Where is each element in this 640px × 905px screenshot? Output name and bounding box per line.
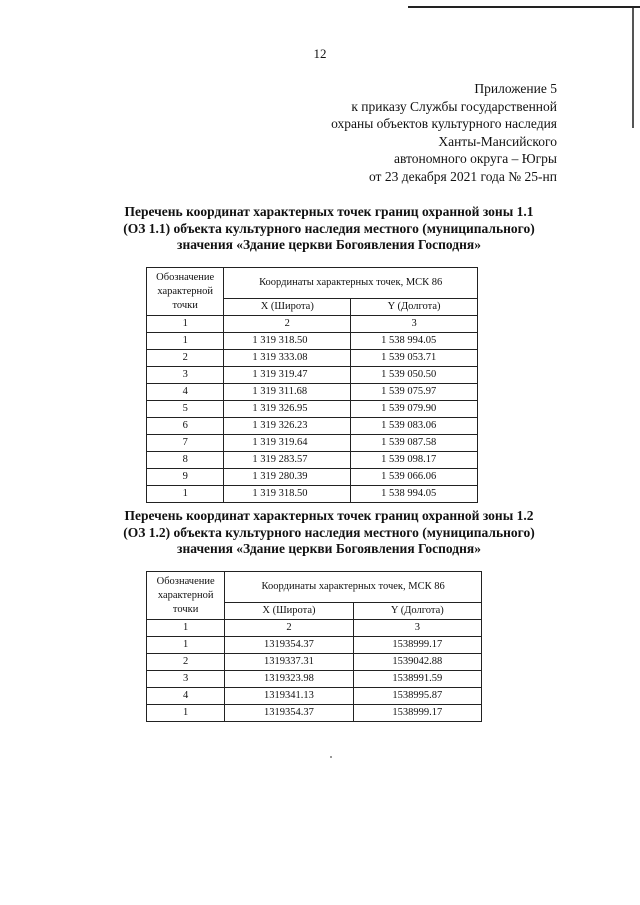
table-cell: 1 [147,316,224,333]
point-id: 4 [147,688,225,705]
title-line: (ОЗ 1.2) объекта культурного наследия местного (муниципального) [123,524,535,540]
point-id: 2 [147,654,225,671]
y-value: 1 538 994.05 [351,333,478,350]
y-value: 1 539 098.17 [351,452,478,469]
x-value: 1 319 318.50 [224,333,351,350]
coords-header-cell: Координаты характерных точек, МСК 86 [224,268,478,299]
y-value: 1538991.59 [353,671,481,688]
x-value: 1 319 333.08 [224,350,351,367]
point-id: 6 [147,418,224,435]
table-cell: 2 [225,620,353,637]
y-value: 1 539 075.97 [351,384,478,401]
page-number: 12 [313,46,327,61]
point-id: 1 [147,486,224,503]
title-line: значения «Здание церкви Богоявления Господня» [177,541,481,556]
y-value: 1538999.17 [353,637,481,654]
point-header-cell [147,268,224,316]
y-value: 1538999.17 [353,705,481,722]
table-row [147,637,482,654]
x-header-cell: X (Широта) [224,299,351,316]
point-id: 4 [147,384,224,401]
table-row [147,333,478,350]
x-value: 1 319 311.68 [224,384,351,401]
point-id: 1 [147,637,225,654]
header-line: Обозначение [156,575,215,587]
coordinates-table-2 [146,571,482,722]
appendix-line: от 23 декабря 2021 года № 25-нп [368,168,557,184]
scan-speck [330,756,332,758]
table-row [147,671,482,688]
scan-edge-line [632,8,634,128]
x-value: 1319341.13 [225,688,353,705]
y-value: 1 539 066.06 [351,469,478,486]
title-line: Перечень координат характерных точек границ охранной зоны 1.1 [124,204,534,219]
index-row [147,620,482,637]
table-cell: 2 [224,316,351,333]
y-value: 1 539 087.58 [351,435,478,452]
table-row [147,688,482,705]
x-value: 1319337.31 [225,654,353,671]
title-line: значения «Здание церкви Богоявления Господня» [177,237,481,252]
table-row [147,401,478,418]
appendix-line: Ханты-Мансийского [438,133,557,149]
y-value: 1 538 994.05 [351,486,478,503]
title-line: (ОЗ 1.1) объекта культурного наследия местного (муниципального) [123,220,535,236]
title-line: Перечень координат характерных точек границ охранной зоны 1.2 [124,508,534,523]
table-row [147,705,482,722]
y-value: 1 539 083.06 [351,418,478,435]
table-cell: 1 [147,620,225,637]
table-row [147,452,478,469]
coordinates-table-1 [146,267,478,503]
x-value: 1 319 280.39 [224,469,351,486]
y-value: 1539042.88 [353,654,481,671]
x-value: 1319323.98 [225,671,353,688]
table-row [147,435,478,452]
appendix-block [331,80,557,185]
x-value: 1319354.37 [225,637,353,654]
point-id: 1 [147,705,225,722]
table-row [147,654,482,671]
y-header-cell: Y (Долгота) [353,603,481,620]
x-value: 1 319 319.64 [224,435,351,452]
appendix-line: охраны объектов культурного наследия [331,116,557,131]
header-line: точки [172,299,198,311]
appendix-line: к приказу Службы государственной [351,98,557,114]
x-value: 1 319 283.57 [224,452,351,469]
y-value: 1 539 050.50 [351,367,478,384]
x-value: 1 319 326.23 [224,418,351,435]
point-id: 7 [147,435,224,452]
header-line: характерной [157,285,213,297]
y-header-cell: Y (Долгота) [351,299,478,316]
point-id: 3 [147,367,224,384]
point-id: 1 [147,333,224,350]
x-header-cell: X (Широта) [225,603,353,620]
table-row [147,367,478,384]
x-value: 1 319 318.50 [224,486,351,503]
point-id: 3 [147,671,225,688]
table-cell: 3 [351,316,478,333]
y-value: 1 539 079.90 [351,401,478,418]
point-id: 5 [147,401,224,418]
table-row [147,486,478,503]
section-2-title [90,508,568,558]
appendix-line: автономного округа – Югры [394,151,557,166]
point-header-cell [147,572,225,620]
coords-header-cell: Координаты характерных точек, МСК 86 [225,572,482,603]
point-id: 9 [147,469,224,486]
y-value: 1 539 053.71 [351,350,478,367]
y-value: 1538995.87 [353,688,481,705]
x-value: 1 319 326.95 [224,401,351,418]
x-value: 1 319 319.47 [224,367,351,384]
table-cell: 3 [353,620,481,637]
appendix-line: Приложение 5 [474,81,557,96]
table-row [147,418,478,435]
header-line: характерной [157,589,214,601]
index-row [147,316,478,333]
table-row [147,350,478,367]
x-value: 1319354.37 [225,705,353,722]
scan-edge-line [408,6,640,8]
header-line: Обозначение [156,271,215,283]
section-1-title [90,204,568,254]
point-id: 8 [147,452,224,469]
header-line: точки [172,603,199,615]
point-id: 2 [147,350,224,367]
table-row [147,384,478,401]
table-row [147,469,478,486]
